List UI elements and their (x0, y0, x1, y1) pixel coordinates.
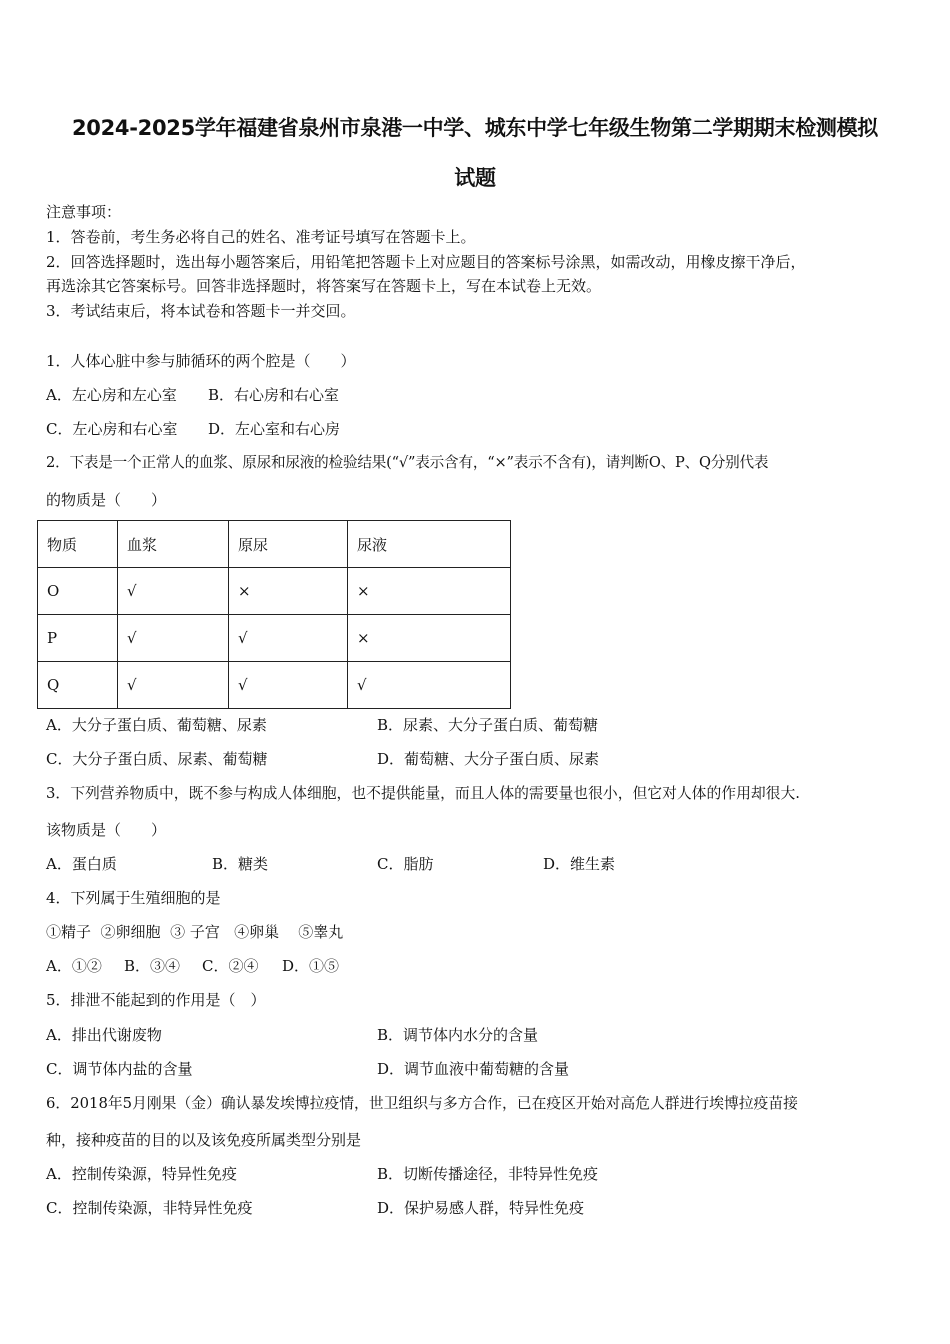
option-b: B．切断传播途径，非特异性免疫 (377, 1165, 599, 1183)
option-a: A．左心房和左心室 (46, 386, 177, 404)
option-d: D．葡萄糖、大分子蛋白质、尿素 (377, 750, 600, 768)
option-b: B．③④ (124, 957, 181, 975)
table-row (38, 662, 511, 709)
table-cell: P (38, 615, 118, 662)
table-cell: × (348, 615, 511, 662)
table-header-cell: 尿液 (348, 521, 511, 568)
question-stem: 该物质是（ ） (46, 821, 167, 839)
option-c: C．控制传染源，非特异性免疫 (46, 1199, 253, 1217)
option-a: A．①② (46, 957, 102, 975)
table-header-row (38, 521, 511, 568)
table-header-cell: 物质 (38, 521, 118, 568)
option-d: D．维生素 (543, 855, 616, 873)
question-stem: 2．下表是一个正常人的血浆、原尿和尿液的检验结果(“√”表示含有，“×”表示不含有)，请判断O、P、Q分别代表 (46, 454, 769, 471)
table-cell: √ (118, 568, 229, 615)
question-stem: 4．下列属于生殖细胞的是 (46, 889, 221, 907)
option-b: B．糖类 (212, 855, 269, 873)
notice-item: 再选涂其它答案标号。回答非选择题时，将答案写在答题卡上，写在本试卷上无效。 (46, 277, 602, 295)
result-table (37, 520, 511, 709)
option-d: D．调节血液中葡萄糖的含量 (377, 1060, 570, 1078)
table-cell: × (348, 568, 511, 615)
option-c: C．大分子蛋白质、尿素、葡萄糖 (46, 750, 268, 768)
table-cell: Q (38, 662, 118, 709)
table-cell: √ (348, 662, 511, 709)
table-header-cell: 原尿 (229, 521, 348, 568)
option-d: D．保护易感人群，特异性免疫 (377, 1199, 585, 1217)
option-c: C．脂肪 (377, 855, 434, 873)
question-stem: 5．排泄不能起到的作用是（ ） (46, 991, 266, 1009)
notice-item: 1．答卷前，考生务必将自己的姓名、准考证号填写在答题卡上。 (46, 228, 476, 246)
option-a: A．蛋白质 (46, 855, 117, 873)
notice-item: 2．回答选择题时，选出每小题答案后，用铅笔把答题卡上对应题目的答案标号涂黑，如需改动，用橡皮擦干净后， (46, 253, 806, 271)
option-c: C．②④ (202, 957, 259, 975)
question-stem: 3．下列营养物质中，既不参与构成人体细胞，也不提供能量，而且人体的需要量也很小，但它对人体的作用却很大. (46, 785, 800, 802)
option-c: C．左心房和右心室 (46, 420, 178, 438)
table-cell: × (229, 568, 348, 615)
table-cell: √ (229, 662, 348, 709)
question-items: ①精子 ②卵细胞 ③ 子宫 ④卵巢 ⑤睾丸 (46, 923, 344, 941)
notice-heading: 注意事项： (46, 203, 122, 221)
option-a: A．大分子蛋白质、葡萄糖、尿素 (46, 716, 267, 734)
table-cell: O (38, 568, 118, 615)
table-header-cell: 血浆 (118, 521, 229, 568)
option-b: B．右心房和右心室 (208, 386, 340, 404)
option-b: B．调节体内水分的含量 (377, 1026, 539, 1044)
doc-title-line1: 2024-2025学年福建省泉州市泉港一中学、城东中学七年级生物第二学期期末检测模拟 (71, 116, 878, 140)
table-cell: √ (118, 662, 229, 709)
doc-title-line2: 试题 (454, 166, 496, 190)
table-row (38, 568, 511, 615)
table-row (38, 615, 511, 662)
option-b: B．尿素、大分子蛋白质、葡萄糖 (377, 716, 599, 734)
question-stem: 的物质是（ ） (46, 491, 167, 509)
option-a: A．控制传染源，特异性免疫 (46, 1165, 237, 1183)
table-cell: √ (118, 615, 229, 662)
option-d: D．①⑤ (282, 957, 340, 975)
option-d: D．左心室和右心房 (208, 420, 341, 438)
question-stem: 6．2018年5月刚果（金）确认暴发埃博拉疫情，世卫组织与多方合作，已在疫区开始对高危人群进行埃博拉疫苗接 (46, 1095, 798, 1112)
notice-item: 3．考试结束后，将本试卷和答题卡一并交回。 (46, 302, 356, 320)
question-stem: 1．人体心脏中参与肺循环的两个腔是（ ） (46, 352, 356, 370)
option-c: C．调节体内盐的含量 (46, 1060, 193, 1078)
table-cell: √ (229, 615, 348, 662)
option-a: A．排出代谢废物 (46, 1026, 162, 1044)
question-stem: 种，接种疫苗的目的以及该免疫所属类型分别是 (46, 1131, 362, 1149)
